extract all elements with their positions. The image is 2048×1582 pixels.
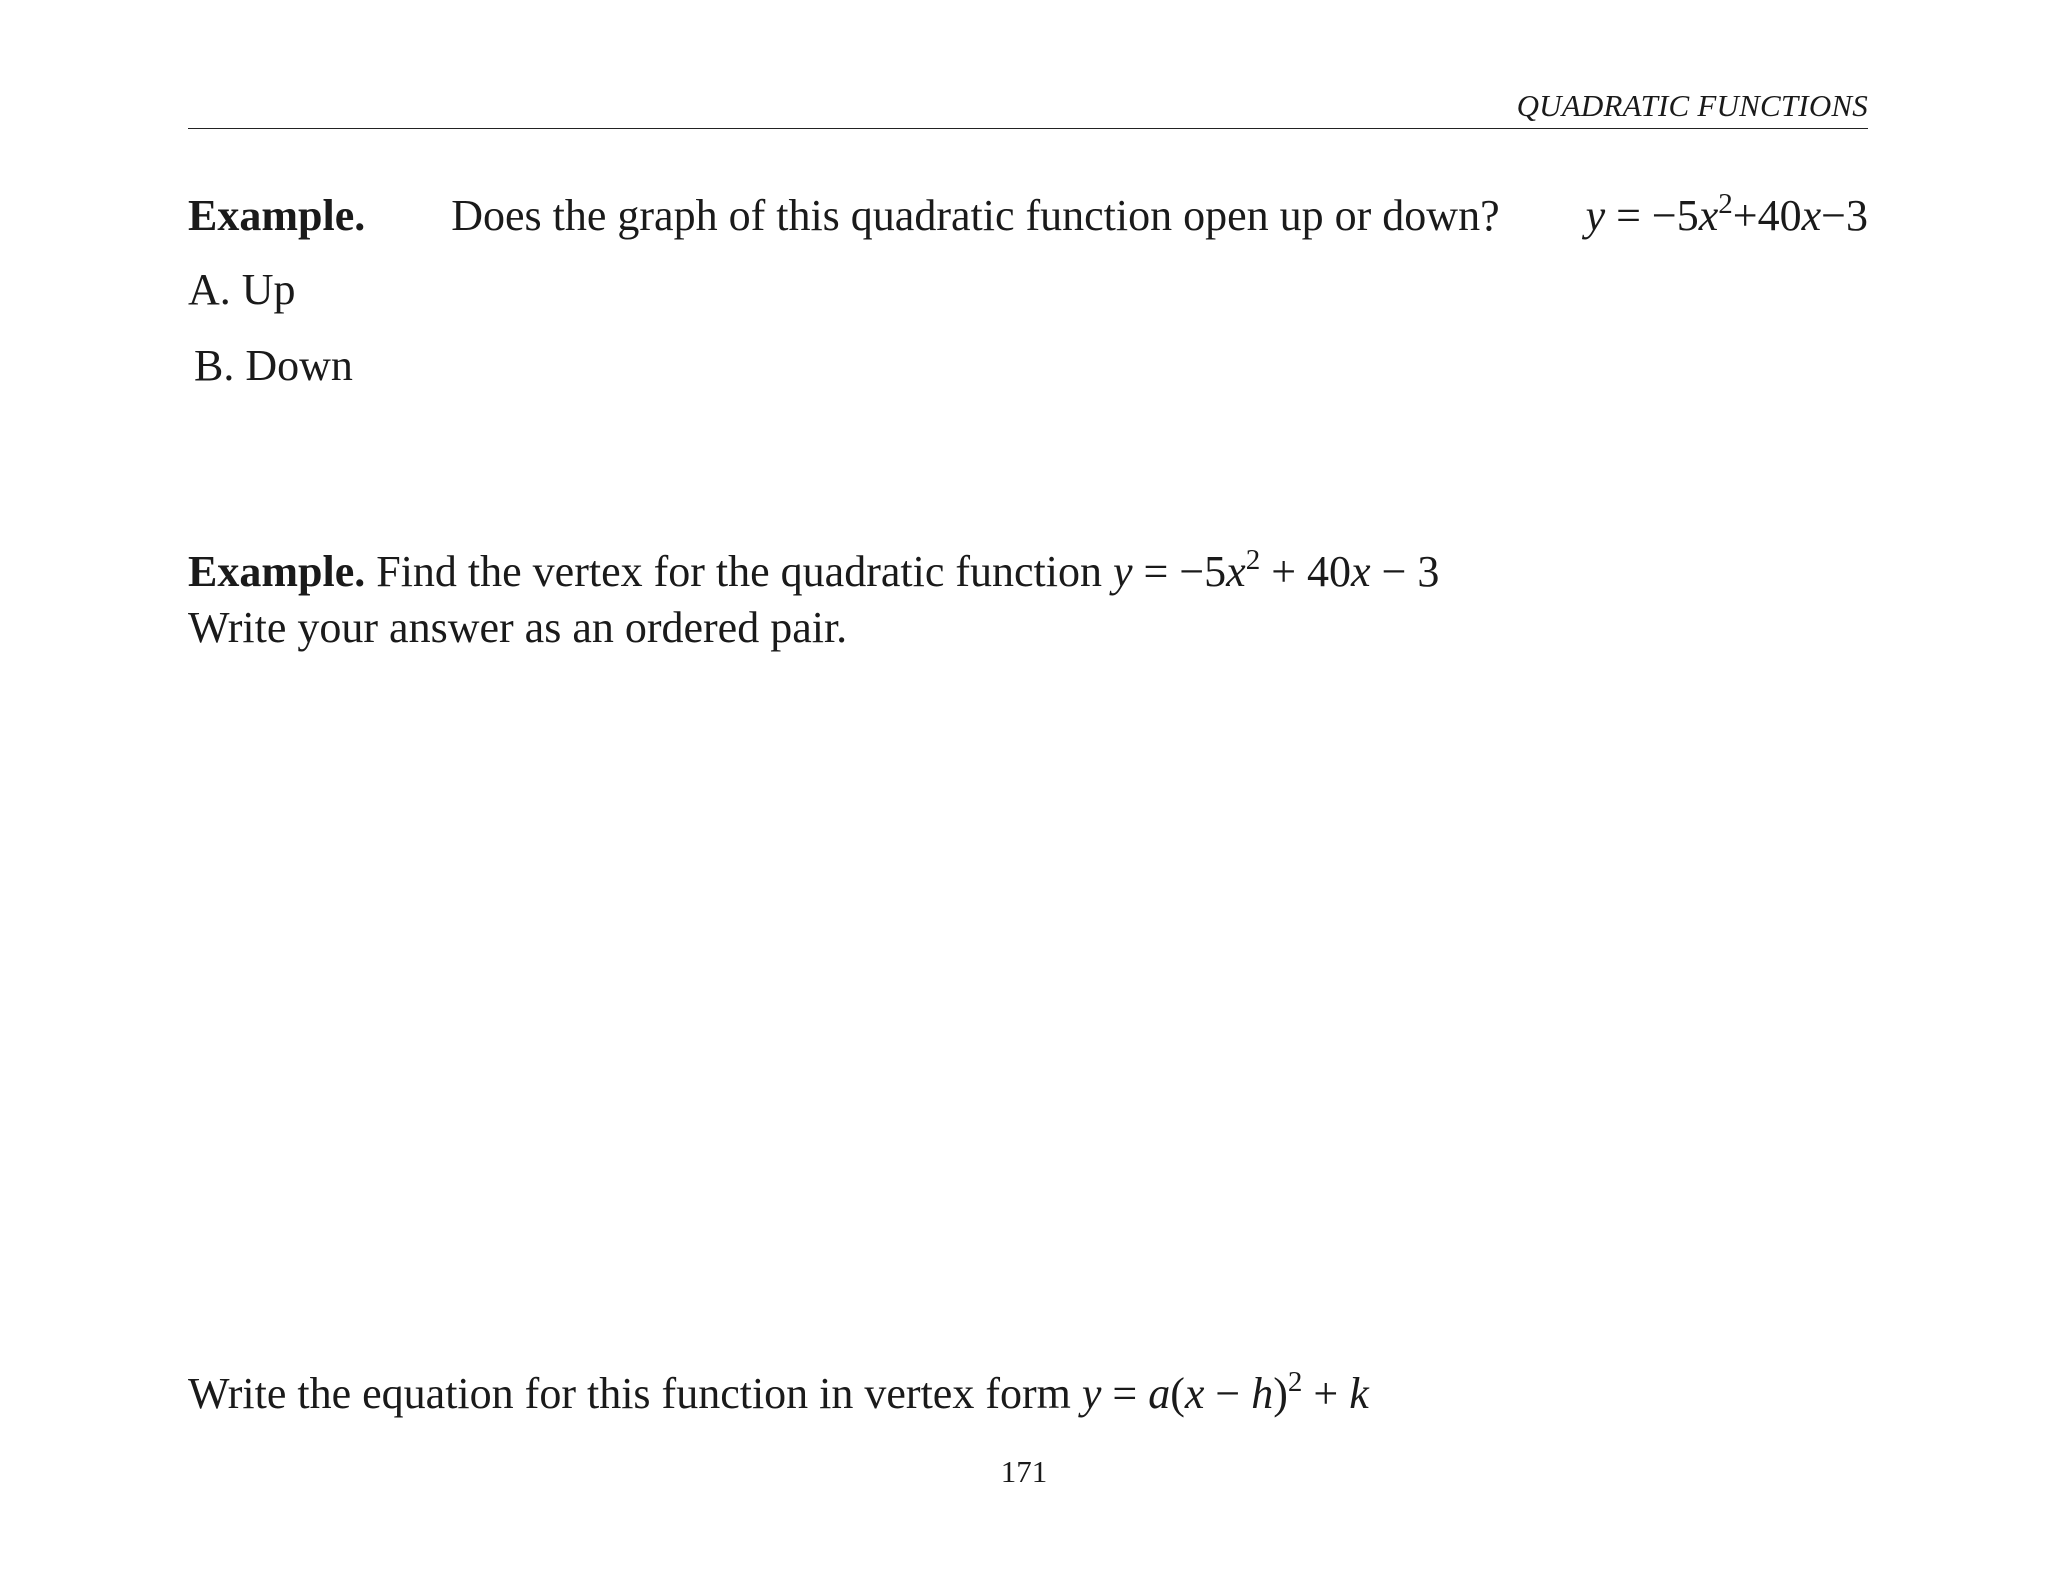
example1-equation: $y = -5x^2+40x-3$: [1585, 187, 1868, 240]
header-rule: [188, 128, 1868, 129]
example1-question: Does the graph of this quadratic function open up or down?: [451, 191, 1500, 240]
example2-equation: $y = -5x^2 + 40x - 3$: [1113, 543, 1440, 596]
choice-a[interactable]: A. Up: [188, 265, 296, 314]
vertex-form-prompt: Write the equation for this function in vertex form: [188, 1369, 1071, 1418]
vertex-form-equation: $y = a(x - h)^2 + k$: [1081, 1365, 1369, 1418]
page-number: 171: [1000, 1454, 1048, 1489]
example1-question-line: [188, 187, 1868, 242]
vertex-form-line: [188, 1365, 1369, 1420]
running-head: QUADRATIC FUNCTIONS: [1516, 88, 1868, 123]
example2-question-line: [188, 543, 1440, 598]
choice-b[interactable]: B. Down: [194, 341, 353, 390]
example2-instruction: Write your answer as an ordered pair.: [188, 603, 848, 652]
example2-lead: Example.: [188, 547, 366, 596]
example1-lead: Example.: [188, 191, 366, 240]
example2-question: Find the vertex for the quadratic function: [376, 547, 1102, 596]
